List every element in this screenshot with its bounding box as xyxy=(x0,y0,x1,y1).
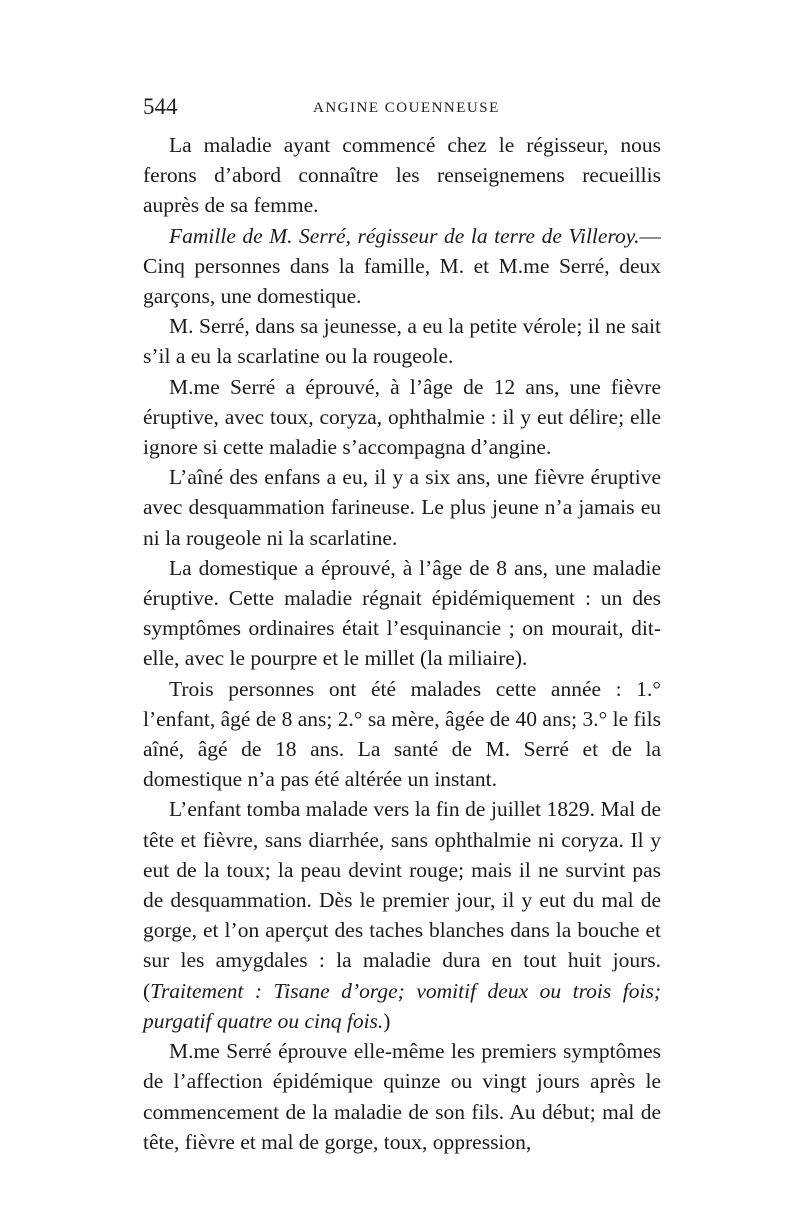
paragraph: M.me Serré a éprouvé, à l’âge de 12 ans, une fièvre éruptive, avec toux, coryza, ophthalmie : il y eut délire; elle ignore si cette maladie s’accompagna d’angine. xyxy=(143,374,661,460)
paragraph: M.me Serré éprouve elle-même les premiers symptômes de l’affection épidémique quinze ou vingt jours après le commencement de la maladie de son fils. Au début; mal de tête, fièvre et mal de gorge, toux, oppression, xyxy=(143,1039,661,1154)
page-number: 544 xyxy=(143,94,178,119)
paragraph: La maladie ayant commencé chez le régisseur, nous ferons d’abord connaître les renseignemens recueillis auprès de sa femme. xyxy=(143,133,661,218)
paragraph: La domestique a éprouvé, à l’âge de 8 ans, une maladie éruptive. Cette maladie régnait épidémiquement : un des symptômes ordinaires était l’esquinancie ; on mourait, dit-elle, avec le pourpre et le millet (la miliaire). xyxy=(143,555,661,671)
body-text xyxy=(143,130,661,1157)
paragraph: M. Serré, dans sa jeunesse, a eu la petite vérole; il ne sait s’il a eu la scarlatine ou la rougeole. xyxy=(143,314,661,369)
page-header xyxy=(143,94,663,126)
paragraph: Trois personnes ont été malades cette année : 1.° l’enfant, âgé de 8 ans; 2.° sa mère, âgée de 40 ans; 3.° le fils aîné, âgé de 18 ans. La santé de M. Serré et de la domestique n’a pas été altérée un instant. xyxy=(143,676,661,792)
paragraph: Famille de M. Serré, régisseur de la terre de Villeroy.—Cinq personnes dans la famille, M. et M.me Serré, deux garçons, une domestique. xyxy=(143,223,661,309)
running-head: ANGINE COUENNEUSE xyxy=(313,100,500,116)
paragraph: L’aîné des enfans a eu, il y a six ans, une fièvre éruptive avec desquammation farineuse. Le plus jeune n’a jamais eu ni la rougeole ni la scarlatine. xyxy=(143,465,661,550)
paragraph: L’enfant tomba malade vers la fin de juillet 1829. Mal de tête et fièvre, sans diarrhée, sans ophthalmie ni coryza. Il y eut de la toux; la peau devint rouge; mais il ne survint pas de desquammation. Dès le premier jour, il y eut du mal de gorge, et l’on aperçut des taches blanches dans la bouche et sur les amygdales : la maladie dura en tout huit jours. (Traitement : Tisane d’orge; vomitif deux ou trois fois; purgatif quatre ou cinq fois.) xyxy=(143,797,661,1033)
